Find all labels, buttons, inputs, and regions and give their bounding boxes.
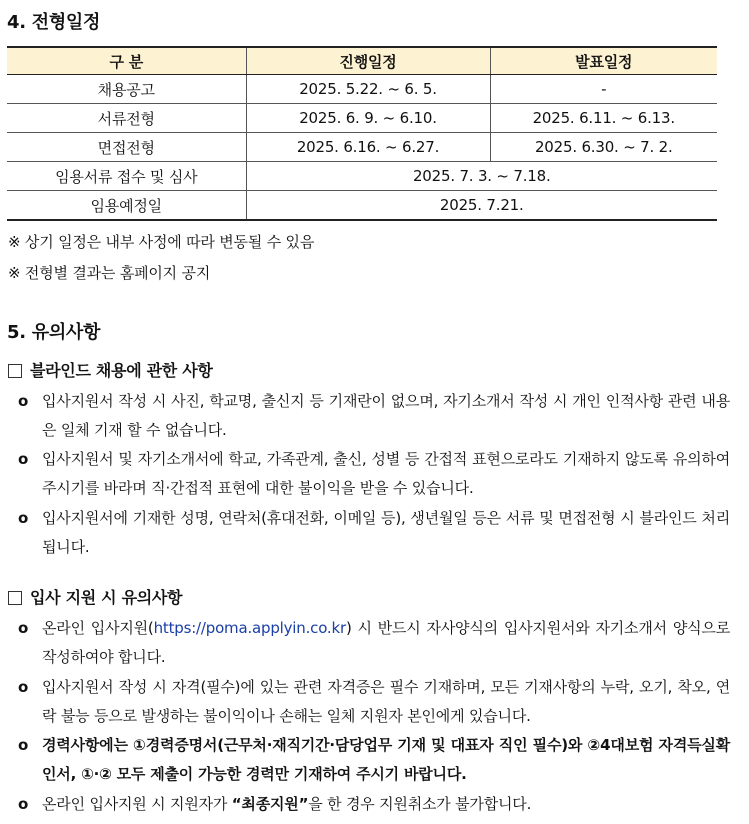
circle-bullet-icon: o: [18, 678, 29, 696]
schedule-table: [7, 46, 717, 221]
row-merged-date: 2025. 7.21.: [246, 191, 717, 221]
row-announce: -: [490, 75, 717, 104]
row-progress: 2025. 6. 9. ~ 6.10.: [246, 104, 490, 133]
blind-hiring-heading: [8, 358, 213, 381]
list-item-text: 입사지원서에 기재한 성명, 연락처(휴대전화, 이메일 등), 생년월일 등은 서류 및 면접전형 시 블라인드 처리됩니다.: [42, 509, 730, 556]
row-merged-date: 2025. 7. 3. ~ 7.18.: [246, 162, 717, 191]
row-category: 임용예정일: [90, 196, 162, 215]
circle-bullet-icon: o: [18, 619, 29, 637]
table-row: [7, 104, 717, 133]
schedule-note: ※ 전형별 결과는 홈페이지 공지: [8, 264, 211, 282]
circle-bullet-icon: o: [18, 736, 29, 754]
circle-bullet-icon: o: [18, 795, 29, 813]
text-segment: 을 한 경우 지원취소가 불가합니다.: [308, 795, 532, 813]
table-header-row: [7, 47, 717, 75]
circle-bullet-icon: o: [18, 509, 29, 527]
text-segment: 온라인 입사지원 시 지원자가: [42, 795, 232, 813]
header-progress: 진행일정: [246, 47, 490, 75]
application-notes-heading: [8, 585, 182, 608]
row-category: 서류전형: [7, 104, 246, 133]
row-category: 임용서류 접수 및 심사: [7, 162, 246, 191]
row-announce: 2025. 6.30. ~ 7. 2.: [490, 133, 717, 162]
table-row: [7, 162, 717, 191]
row-progress: 2025. 5.22. ~ 6. 5.: [246, 75, 490, 104]
header-announce: 발표일정: [490, 47, 717, 75]
list-item: [18, 504, 730, 562]
row-progress: 2025. 6.16. ~ 6.27.: [246, 133, 490, 162]
list-item-text: 입사지원서 작성 시 사진, 학교명, 출신지 등 기재란이 없으며, 자기소개서 작성 시 개인 인적사항 관련 내용은 일체 기재 할 수 없습니다.: [42, 392, 730, 439]
blind-hiring-title: 블라인드 채용에 관한 사항: [30, 361, 213, 380]
row-category: 면접전형: [7, 133, 246, 162]
list-item: [18, 445, 730, 503]
list-item: [18, 790, 730, 819]
checkbox-square-icon: [8, 364, 22, 378]
list-item-text: 입사지원서 및 자기소개서에 학교, 가족관계, 출신, 성별 등 간접적 표현으로라도 기재하지 않도록 유의하여 주시기를 바라며 직·간접적 표현에 대한 불이익을 받을 수 있습니다.: [42, 450, 730, 497]
list-item: [18, 387, 730, 445]
list-item-text: [42, 790, 730, 819]
list-item-text: 경력사항에는 ①경력증명서(근무처·재직기간·담당업무 기재 및 대표자 직인 필수)와 ②4대보험 자격득실확인서, ①·② 모두 제출이 가능한 경력만 기재하여 주시기 바랍니다.: [42, 736, 730, 783]
circle-bullet-icon: o: [18, 450, 29, 468]
list-item-text: 입사지원서 작성 시 자격(필수)에 있는 관련 자격증은 필수 기재하며, 모든 기재사항의 누락, 오기, 착오, 연락 불능 등으로 발생하는 불이익이나 손해는 일체 지원자 본인에게 있습니다.: [42, 678, 730, 725]
header-category: 구 분: [7, 47, 246, 75]
row-category: 채용공고: [7, 75, 246, 104]
table-row: [7, 191, 717, 221]
row-announce: 2025. 6.11. ~ 6.13.: [490, 104, 717, 133]
section-5-title: 5. 유의사항: [7, 322, 101, 343]
schedule-note: ※ 상기 일정은 내부 사정에 따라 변동될 수 있음: [8, 233, 315, 251]
list-item-emphasized: [18, 731, 730, 789]
circle-bullet-icon: o: [18, 392, 29, 410]
list-item-text: [42, 614, 730, 672]
apply-site-link[interactable]: https://poma.applyin.co.kr: [153, 619, 346, 637]
table-row: [7, 133, 717, 162]
list-item: [18, 673, 730, 731]
final-apply-emphasis: “최종지원”: [231, 795, 309, 813]
checkbox-square-icon: [8, 591, 22, 605]
text-segment: 온라인 입사지원(: [42, 619, 154, 637]
application-notes-title: 입사 지원 시 유의사항: [30, 588, 183, 607]
list-item: [18, 614, 730, 672]
section-4-title: 4. 전형일정: [7, 12, 101, 33]
text-segment: ) 시 반드시 자사양식의 입사지원서와 자기소개서 양식으로 작성하여야 합니다.: [42, 619, 730, 666]
table-row: [7, 75, 717, 104]
